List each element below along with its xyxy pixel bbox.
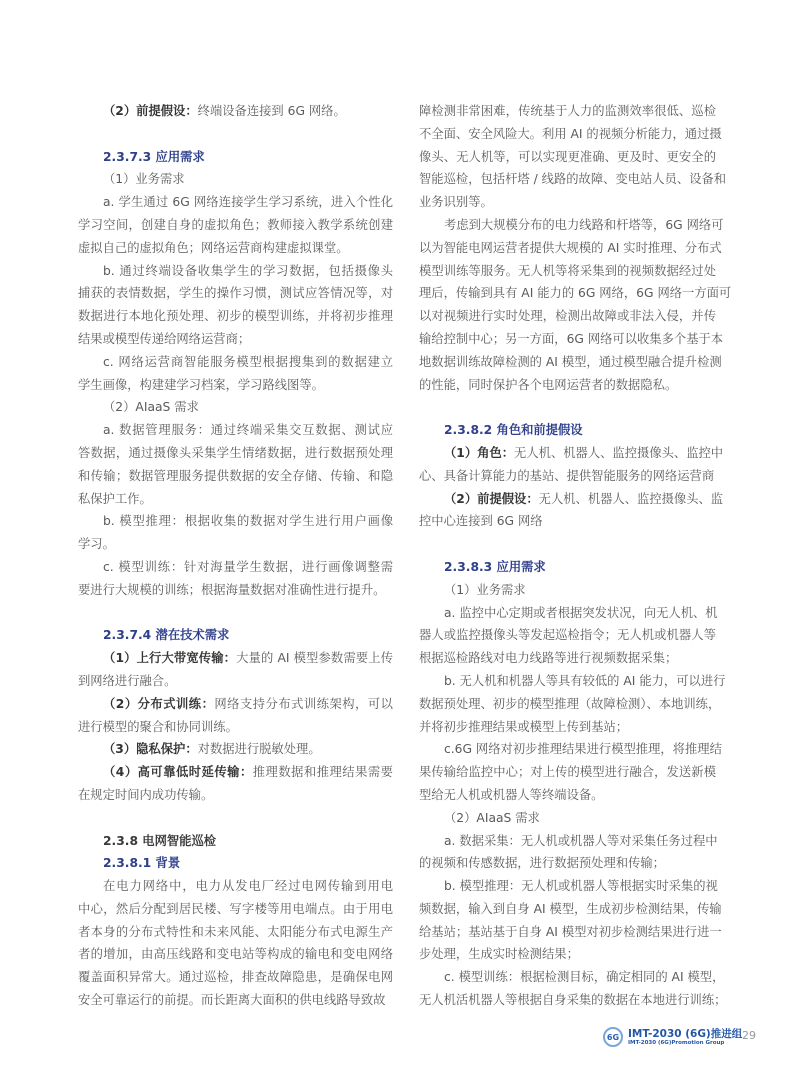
- text-line: [78, 761, 393, 784]
- paragraph: [419, 214, 732, 396]
- text-line: [78, 100, 393, 123]
- section-heading: [419, 556, 716, 579]
- text-line: 2.3.7.3 应用需求: [103, 149, 205, 164]
- text-line: 数据进行本地化预处理、初步的模型训练，并将初步推理: [78, 309, 393, 324]
- section-heading: [78, 624, 393, 647]
- text-line: 捕获的表情数据，学生的操作习惯，测试应答情况等，对: [78, 286, 393, 301]
- text-line: 以对视频进行实时处理，检测出故障或非法入侵，并传: [419, 309, 716, 324]
- text-line: 无人机活机器人等根据自身采集的数据在本地进行训练；: [419, 993, 727, 1008]
- paragraph: [78, 738, 393, 761]
- text-line: 以为智能电网运营者提供大规模的 AI 实时推理、分布式: [419, 240, 722, 255]
- label-text: 对数据进行脱敏处理。: [197, 742, 321, 757]
- text-line: 者的增加，由高压线路和变电站等构成的输电和变电网络: [78, 947, 393, 962]
- paragraph: [419, 442, 724, 488]
- text-line: 学习空间，创建自身的虚拟角色；教师接入教学系统创建: [78, 217, 393, 232]
- text-line: 像头、无人机等，可以实现更准确、更及时、更安全的: [419, 149, 716, 164]
- text-line: 安全可靠运行的前提。而长距离大面积的供电线路导致故: [78, 993, 386, 1008]
- text-line: 私保护工作。: [78, 491, 152, 506]
- paragraph: [78, 396, 393, 419]
- text-line: 智能巡检，包括杆塔 / 线路的故障、变电站人员、设备和: [419, 172, 727, 187]
- logo-subtitle: IMT-2030 (6G)Promotion Group: [628, 1040, 725, 1046]
- text-line: 2.3.8.3 应用需求: [444, 559, 546, 574]
- text-line: 中心，然后分配到居民楼、写字楼等用电端点。由于用电: [78, 901, 393, 916]
- text-line: 者本身的分布式特性和未来风能、太阳能分布式电源生产: [78, 924, 393, 939]
- text-line: 数据预处理、初步的模型推理（故障检测）、本地训练，: [419, 696, 721, 711]
- paragraph: [78, 761, 393, 807]
- label-text: 终端设备连接到 6G 网络。: [197, 104, 346, 118]
- text-line: a. 数据管理服务：通过终端采集交互数据、测试应: [103, 423, 393, 438]
- text-line: 2.3.7.4 潜在技术需求: [103, 628, 230, 643]
- text-line: 控中心连接到 6G 网络: [419, 514, 543, 529]
- page-footer: [600, 1024, 760, 1054]
- label-bold: （2）分布式训练：: [103, 696, 215, 711]
- paragraph: [78, 168, 393, 191]
- text-line: 给基站；基站基于自身 AI 模型对初步检测结果进行进一: [419, 924, 722, 939]
- section-heading: [419, 419, 716, 442]
- paragraph: [78, 191, 393, 259]
- paragraph: [419, 670, 726, 738]
- text-line: 不全面、安全风险大。利用 AI 的视频分析能力，通过摄: [419, 126, 722, 141]
- text-line: （2）AIaaS 需求: [444, 810, 540, 825]
- text-line: 输给控制中心；另一方面，6G 网络可以收集多个基于本: [419, 331, 724, 346]
- text-line: （1）业务需求: [103, 172, 185, 187]
- text-line: 2.3.8.1 背景: [103, 856, 181, 871]
- paragraph: [419, 875, 722, 966]
- paragraph: [78, 100, 393, 123]
- text-line: （2）AIaaS 需求: [103, 400, 199, 415]
- paragraph: [78, 260, 393, 351]
- text-line: 心、具备计算能力的基站、提供智能服务的网络运营商: [419, 468, 715, 483]
- text-line: b. 模型推理：无人机或机器人等根据实时采集的视: [444, 879, 718, 894]
- paragraph: [78, 510, 393, 556]
- page-number: 29: [742, 1029, 756, 1042]
- text-line: b. 无人机和机器人等具有较低的 AI 能力，可以进行: [444, 673, 726, 688]
- text-line: 在规定时间内成功传输。: [78, 787, 214, 802]
- text-line: a. 监控中心定期或者根据突发状况，向无人机、机: [444, 605, 718, 620]
- left-column: [78, 100, 393, 1012]
- label-bold: （2）前提假设：: [103, 104, 198, 118]
- text-line: a. 数据采集：无人机或机器人等对采集任务过程中: [444, 833, 718, 848]
- text-line: 模型训练等服务。无人机等将采集到的视频数据经过处: [419, 263, 716, 278]
- text-line: 2.3.8 电网智能巡检: [103, 833, 217, 848]
- right-column: [419, 100, 732, 1012]
- text-line: 结果或模型传递给网络运营商；: [78, 331, 251, 346]
- text-line: 的性能，同时保护各个电网运营者的数据隐私。: [419, 377, 678, 392]
- text-line: 型给无人机或机器人等终端设备。: [419, 787, 604, 802]
- text-line: [78, 647, 393, 670]
- paragraph: [419, 602, 716, 670]
- text-line: c.6G 网络对初步推理结果进行模型推理，将推理结: [444, 742, 722, 757]
- text-line: 进行模型的聚合和协同训练。: [78, 719, 238, 734]
- text-line: 学习。: [78, 537, 115, 552]
- text-line: 障检测非常困难，传统基于人力的监测效率很低、巡检: [419, 104, 716, 118]
- paragraph: [419, 738, 722, 806]
- section-heading: [78, 852, 393, 875]
- section-heading: [78, 146, 393, 169]
- text-line: 答数据，通过摄像头采集学生情绪数据，进行数据预处理: [78, 445, 393, 460]
- paragraph: [78, 556, 393, 602]
- text-line: 虚拟自己的虚拟角色；网络运营商构建虚拟课堂。: [78, 240, 349, 255]
- paragraph: [419, 100, 727, 214]
- text-line: 器人或监控摄像头等发起巡检指令；无人机或机器人等: [419, 628, 716, 643]
- label-text: 无人机、机器人、监控摄像头、监控中: [514, 445, 724, 460]
- logo-title: IMT-2030 (6G)推进组: [628, 1028, 743, 1040]
- text-line: 考虑到大规模分布的电力线路和杆塔等，6G 网络可: [444, 217, 724, 232]
- text-line: [419, 442, 724, 465]
- text-line: [78, 738, 393, 761]
- label-bold: （4）高可靠低时延传输：: [103, 765, 253, 780]
- text-line: a. 学生通过 6G 网络连接学生学习系统，进入个性化: [103, 195, 393, 210]
- text-line: 根据巡检路线对电力线路等进行视频数据采集；: [419, 651, 678, 666]
- label-bold: （1）角色：: [444, 445, 515, 460]
- text-line: 在电力网络中，电力从发电厂经过电网传输到用电: [103, 879, 393, 894]
- text-line: 覆盖面积异常大。通过巡检，排查故障隐患，是确保电网: [78, 970, 393, 985]
- label-text: 无人机、机器人、监控摄像头、监: [538, 491, 724, 506]
- text-line: [78, 693, 393, 716]
- paragraph: [78, 419, 393, 510]
- imt2030-logo-icon: 6G: [603, 1027, 623, 1047]
- text-line: （1）业务需求: [444, 582, 526, 597]
- label-text: 推理数据和推理结果需要: [252, 765, 393, 780]
- label-bold: （2）前提假设：: [444, 491, 539, 506]
- text-line: c. 网络运营商智能服务模型根据搜集到的数据建立: [103, 354, 393, 369]
- paragraph: [419, 966, 727, 1012]
- text-line: 和传输；数据管理服务提供数据的安全存储、传输、和隐: [78, 468, 393, 483]
- paragraph: [419, 488, 724, 534]
- text-line: 到网络进行融合。: [78, 673, 177, 688]
- text-line: c. 模型训练：根据检测目标，确定相同的 AI 模型，: [444, 970, 725, 985]
- text-line: 频数据，输入到自身 AI 模型，生成初步检测结果，传输: [419, 901, 722, 916]
- text-line: 业务识别等。: [419, 195, 493, 210]
- paragraph: [419, 807, 716, 830]
- paragraph: [419, 579, 716, 602]
- text-line: 步处理，生成实时检测结果；: [419, 947, 579, 962]
- paragraph: [78, 351, 393, 397]
- text-line: 果传输给监控中心；对上传的模型进行融合，发送新模: [419, 765, 716, 780]
- paragraph: [78, 875, 393, 1012]
- text-line: 并将初步推理结果或模型上传到基站；: [419, 719, 629, 734]
- text-line: 2.3.8.2 角色和前提假设: [444, 423, 583, 438]
- label-bold: （1）上行大带宽传输：: [103, 651, 237, 666]
- text-line: 学生画像，构建建学习档案，学习路线图等。: [78, 377, 324, 392]
- text-line: 要进行大规模的训练；根据海量数据对准确性进行提升。: [78, 582, 386, 597]
- text-line: 地数据训练故障检测的 AI 模型，通过模型融合提升检测: [419, 354, 722, 369]
- text-line: 的视频和传感数据，进行数据预处理和传输；: [419, 856, 665, 871]
- label-bold: （3）隐私保护：: [103, 742, 198, 757]
- paragraph: [78, 647, 393, 693]
- section-heading: [78, 830, 393, 853]
- paragraph: [419, 830, 716, 876]
- label-text: 大量的 AI 模型参数需要上传: [236, 651, 393, 666]
- paragraph: [78, 693, 393, 739]
- label-text: 网络支持分布式训练架构，可以: [214, 696, 393, 711]
- text-line: c. 模型训练：针对海量学生数据，进行画像调整需: [103, 559, 393, 574]
- text-line: b. 通过终端设备收集学生的学习数据，包括摄像头: [103, 263, 393, 278]
- text-line: [419, 488, 724, 511]
- text-line: b. 模型推理：根据收集的数据对学生进行用户画像: [103, 514, 393, 529]
- text-line: 理后，传输到具有 AI 能力的 6G 网络，6G 网络一方面可: [419, 286, 732, 301]
